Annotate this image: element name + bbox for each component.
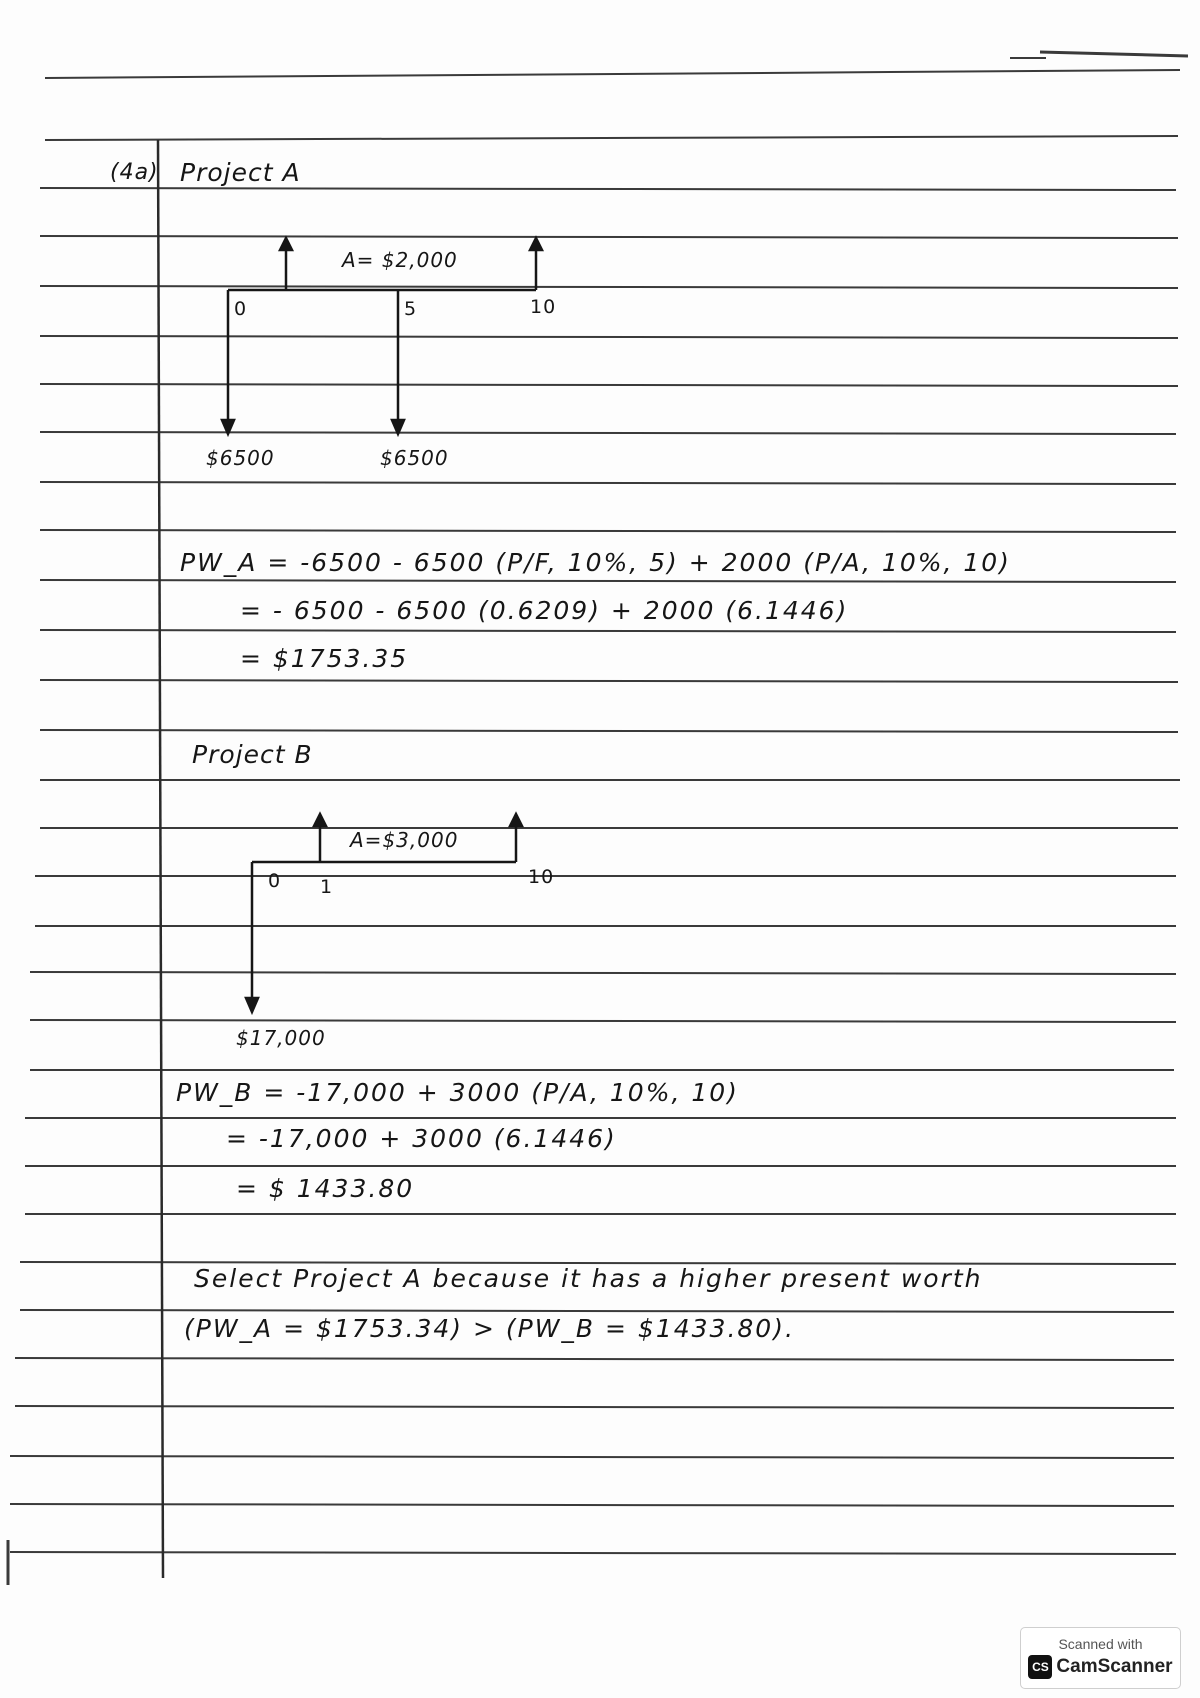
project-a-equation-line-2: = - 6500 - 6500 (0.6209) + 2000 (6.1446) bbox=[240, 596, 849, 625]
watermark-brand: CamScanner bbox=[1056, 1656, 1173, 1677]
project-a-equation-line-3: = $1753.35 bbox=[240, 644, 409, 673]
project-a-annuity-label: A= $2,000 bbox=[342, 248, 458, 272]
project-b-heading: Project B bbox=[192, 740, 313, 769]
project-b-tick-10: 10 bbox=[528, 866, 555, 888]
conclusion-line-2: (PW_A = $1753.34) > (PW_B = $1433.80). bbox=[184, 1314, 795, 1343]
project-b-equation-line-3: = $ 1433.80 bbox=[236, 1174, 415, 1203]
camscanner-logo-icon: CS bbox=[1028, 1655, 1052, 1679]
project-a-heading: Project A bbox=[180, 158, 301, 187]
watermark-caption: Scanned with bbox=[1058, 1636, 1143, 1652]
project-a-outflow-5: $6500 bbox=[380, 446, 449, 470]
project-b-equation-line-1: PW_B = -17,000 + 3000 (P/A, 10%, 10) bbox=[176, 1078, 739, 1107]
project-b-annuity-label: A=$3,000 bbox=[350, 828, 459, 852]
watermark-brand-row bbox=[1021, 1655, 1180, 1679]
camscanner-watermark bbox=[1020, 1627, 1181, 1689]
project-b-equation-line-2: = -17,000 + 3000 (6.1446) bbox=[226, 1124, 617, 1153]
project-a-equation-line-1: PW_A = -6500 - 6500 (P/F, 10%, 5) + 2000 (P/A, 10%, 10) bbox=[180, 548, 1011, 577]
conclusion-line-1: Select Project A because it has a higher present worth bbox=[194, 1264, 983, 1293]
project-a-outflow-0: $6500 bbox=[206, 446, 275, 470]
project-b-tick-1: 1 bbox=[320, 876, 334, 898]
project-b-outflow-0: $17,000 bbox=[236, 1026, 326, 1050]
project-b-tick-0: 0 bbox=[268, 870, 282, 892]
question-label: (4a) bbox=[110, 160, 159, 185]
project-a-tick-5: 5 bbox=[404, 298, 418, 320]
project-a-tick-0: 0 bbox=[234, 298, 248, 320]
project-a-tick-10: 10 bbox=[530, 296, 557, 318]
